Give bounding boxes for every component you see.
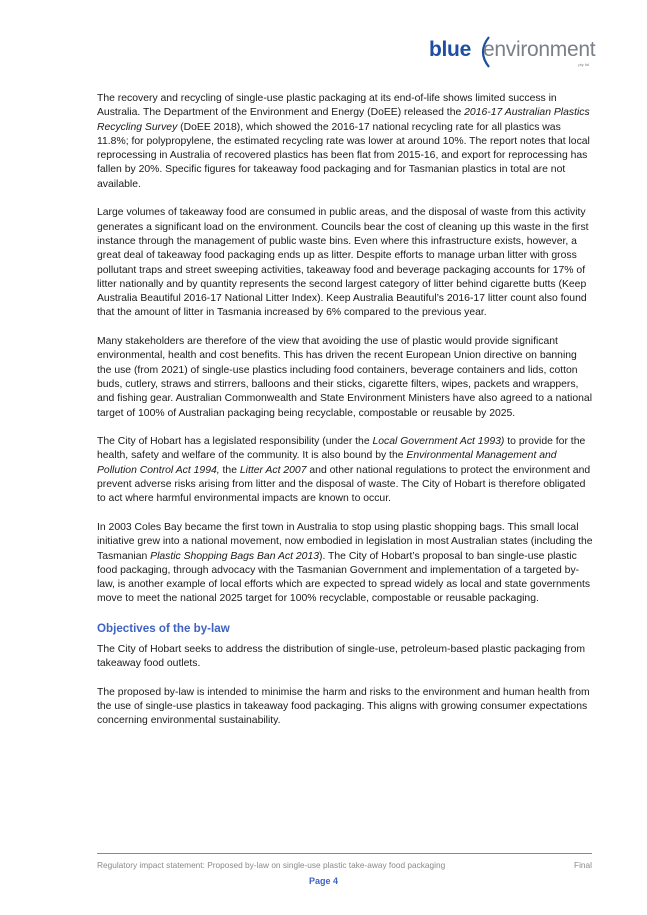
footer-status: Final xyxy=(574,860,592,870)
footer-document-title: Regulatory impact statement: Proposed by-law on single-use plastic take-away food packaging xyxy=(97,860,446,870)
paragraph-text: (DoEE 2018), which showed the 2016-17 national recycling rate for all plastics was 11.8%; for polypropylene, the estimated recycling rate was lower at around 10%. The report notes that local reprocessing in Australia of recovered plastics has been flat from 2015-16, and export for reprocessing has fallen by 20%. Specific figures for takeaway food packaging and for Tasmanian plastics in total are not available. xyxy=(97,121,590,190)
company-logo xyxy=(429,34,596,70)
body-paragraph xyxy=(97,521,593,607)
italic-citation: Litter Act 2007 xyxy=(239,464,307,476)
paragraph-text: ). The City of Hobart’s proposal to ban single-use plastic food packaging, through advocacy with the Tasmanian Government and implementation of a targeted by-law, is another example of local efforts which are expected to spread widely as local and state governments move to meet the national 2025 target for 100% recyclable, compostable or reusable packaging. xyxy=(97,550,591,605)
paragraph-text: Many stakeholders are therefore of the view that avoiding the use of plastic would provide significant environmental, health and cost benefits. This has driven the recent European Union directive on banning the use (from 2021) of single-use plastics including food containers, beverage containers and lids, cotton buds, cutlery, straws and stirrers, balloons and their sticks, cigarette filters, wipes, packets and wrappers, and fishing gear. Australian Commonwealth and State Environment Ministers have also agreed to a national target of 100% of Australian packaging being recyclable, compostable or reusable by 2025. xyxy=(97,336,593,419)
paragraph-text: and other national regulations to protect the environment and prevent adverse risks arising from litter and the disposal of waste. The City of Hobart is therefore obligated to act where harmful environmental impacts are known to occur. xyxy=(97,464,591,505)
italic-citation: Local Government Act 1993) xyxy=(372,436,505,448)
intro-paragraphs xyxy=(97,92,593,607)
footer-divider xyxy=(97,853,592,854)
logo-word-environment: environment xyxy=(483,38,596,61)
logo-word-blue: blue xyxy=(429,38,471,61)
page-number: Page 4 xyxy=(308,876,339,886)
section-heading: Objectives of the by-law xyxy=(97,621,230,635)
logo-suffix: pty ltd xyxy=(578,62,589,67)
italic-citation: Plastic Shopping Bags Ban Act 2013 xyxy=(150,550,320,562)
body-paragraph xyxy=(97,435,593,506)
paragraph-text: Large volumes of takeaway food are consumed in public areas, and the disposal of waste from this activity generates a significant load on the environment. Councils bear the cost of cleaning up this waste in the first instance through the management of public waste bins. Even where this infrastructure exists, however, a great deal of takeaway food packaging ends up as litter. Despite efforts to manage urban litter with gross pollutant traps and street sweeping activities, takeaway food and beverage packaging accounts for 17% of litter nationally and by quantity represents the second largest category of litter behind cigarette butts (Keep Australia Beautiful 2016-17 National Litter Index). Keep Australia Beautiful’s 2016-17 litter count also found that the amount of litter in Tasmania increased by 6% compared to the previous year. xyxy=(97,207,589,319)
document-body xyxy=(97,92,593,743)
paragraph-text: the xyxy=(219,464,240,476)
section-paragraph: The proposed by-law is intended to minimise the harm and risks to the environment and human health from the use of single-use plastics in takeaway food packaging. This aligns with growing consumer expectations concerning environmental sustainability. xyxy=(97,686,590,727)
body-paragraph xyxy=(97,335,593,421)
paragraph-text: The recovery and recycling of single-use plastic packaging at its end-of-life shows limited success in Australia. The Department of the Environment and Energy (DoEE) released the xyxy=(97,93,557,119)
paragraph-text: to provide for the health, safety and welfare of the community. It is also bound by the xyxy=(97,436,586,462)
body-paragraph xyxy=(97,206,593,320)
italic-citation: 2016-17 Australian Plastics Recycling Survey xyxy=(97,107,590,133)
italic-citation: Environmental Management and Pollution Control Act 1994, xyxy=(97,450,557,476)
section-paragraph: The City of Hobart seeks to address the distribution of single-use, petroleum-based plastic packaging from takeaway food outlets. xyxy=(97,643,586,670)
body-paragraph xyxy=(97,92,593,192)
paragraph-text: In 2003 Coles Bay became the first town in Australia to stop using plastic shopping bags. This small local initiative grew into a national movement, now embodied in legislation in most Australian states (including the Tasmanian xyxy=(97,521,593,562)
paragraph-text: The City of Hobart has a legislated responsibility (under the xyxy=(97,436,373,448)
